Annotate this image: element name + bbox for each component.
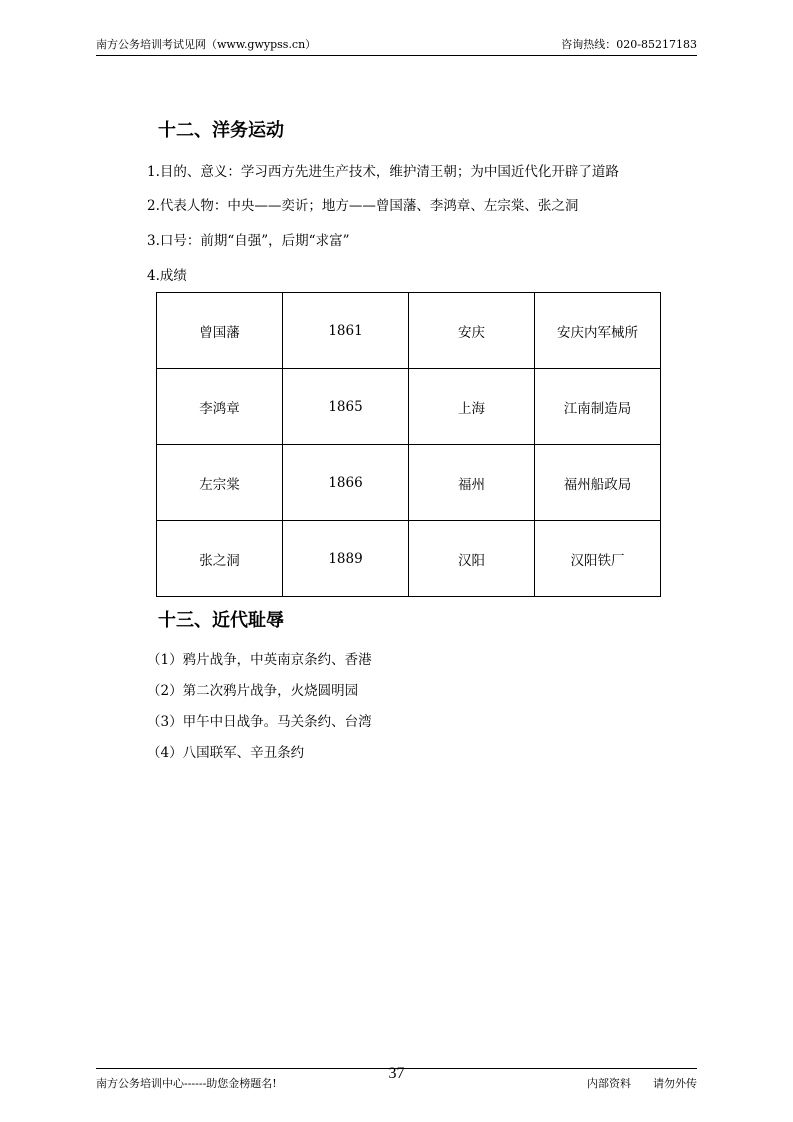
table-cell-enterprise: 福州船政局 xyxy=(535,445,661,521)
table-cell-enterprise: 安庆内军械所 xyxy=(535,293,661,369)
table-cell-year: 1865 xyxy=(283,369,409,445)
list-item: （2）第二次鸦片战争，火烧圆明园 xyxy=(147,683,359,699)
table-cell-person: 左宗棠 xyxy=(157,445,283,521)
table-cell-year: 1866 xyxy=(283,445,409,521)
section-12-item-slogan: 3.口号：前期“自强”，后期“求富” xyxy=(147,233,350,249)
table-row xyxy=(157,369,661,445)
table-cell-year: 1889 xyxy=(283,521,409,597)
footer-internal-label: 内部资料 xyxy=(587,1077,631,1090)
table-cell-place: 安庆 xyxy=(409,293,535,369)
header-site-name: 南方公务培训考试见网（www.gwypss.cn） xyxy=(96,38,317,51)
list-item: （1）鸦片战争，中英南京条约、香港 xyxy=(147,652,372,668)
list-item: （4）八国联军、辛丑条约 xyxy=(147,745,305,761)
table-cell-enterprise: 江南制造局 xyxy=(535,369,661,445)
table-row xyxy=(157,293,661,369)
header-divider xyxy=(96,55,697,56)
section-12-item-purpose: 1.目的、意义：学习西方先进生产技术，维护清王朝；为中国近代化开辟了道路 xyxy=(147,164,619,180)
section-12-item-achievements: 4.成绩 xyxy=(147,268,187,284)
list-item: （3）甲午中日战争。马关条约、台湾 xyxy=(147,714,372,730)
table-row xyxy=(157,521,661,597)
page-number: 37 xyxy=(388,1065,405,1082)
table-row xyxy=(157,445,661,521)
table-cell-place: 汉阳 xyxy=(409,521,535,597)
table-cell-person: 曾国藩 xyxy=(157,293,283,369)
section-12-title: 十二、洋务运动 xyxy=(158,120,284,141)
section-12-item-figures: 2.代表人物：中央——奕䜣；地方——曾国藩、李鸿章、左宗棠、张之洞 xyxy=(147,198,579,214)
table-cell-person: 李鸿章 xyxy=(157,369,283,445)
table-cell-person: 张之洞 xyxy=(157,521,283,597)
table-cell-place: 福州 xyxy=(409,445,535,521)
table-cell-enterprise: 汉阳铁厂 xyxy=(535,521,661,597)
footer-notice xyxy=(587,1075,697,1091)
header-hotline: 咨询热线：020-85217183 xyxy=(561,38,697,51)
achievements-table xyxy=(156,292,661,597)
footer-slogan: 南方公务培训中心------助您金榜题名! xyxy=(96,1077,277,1090)
table-cell-place: 上海 xyxy=(409,369,535,445)
section-13-title: 十三、近代耻辱 xyxy=(158,610,284,631)
table-cell-year: 1861 xyxy=(283,293,409,369)
footer-no-distribution-label: 请勿外传 xyxy=(653,1077,697,1090)
